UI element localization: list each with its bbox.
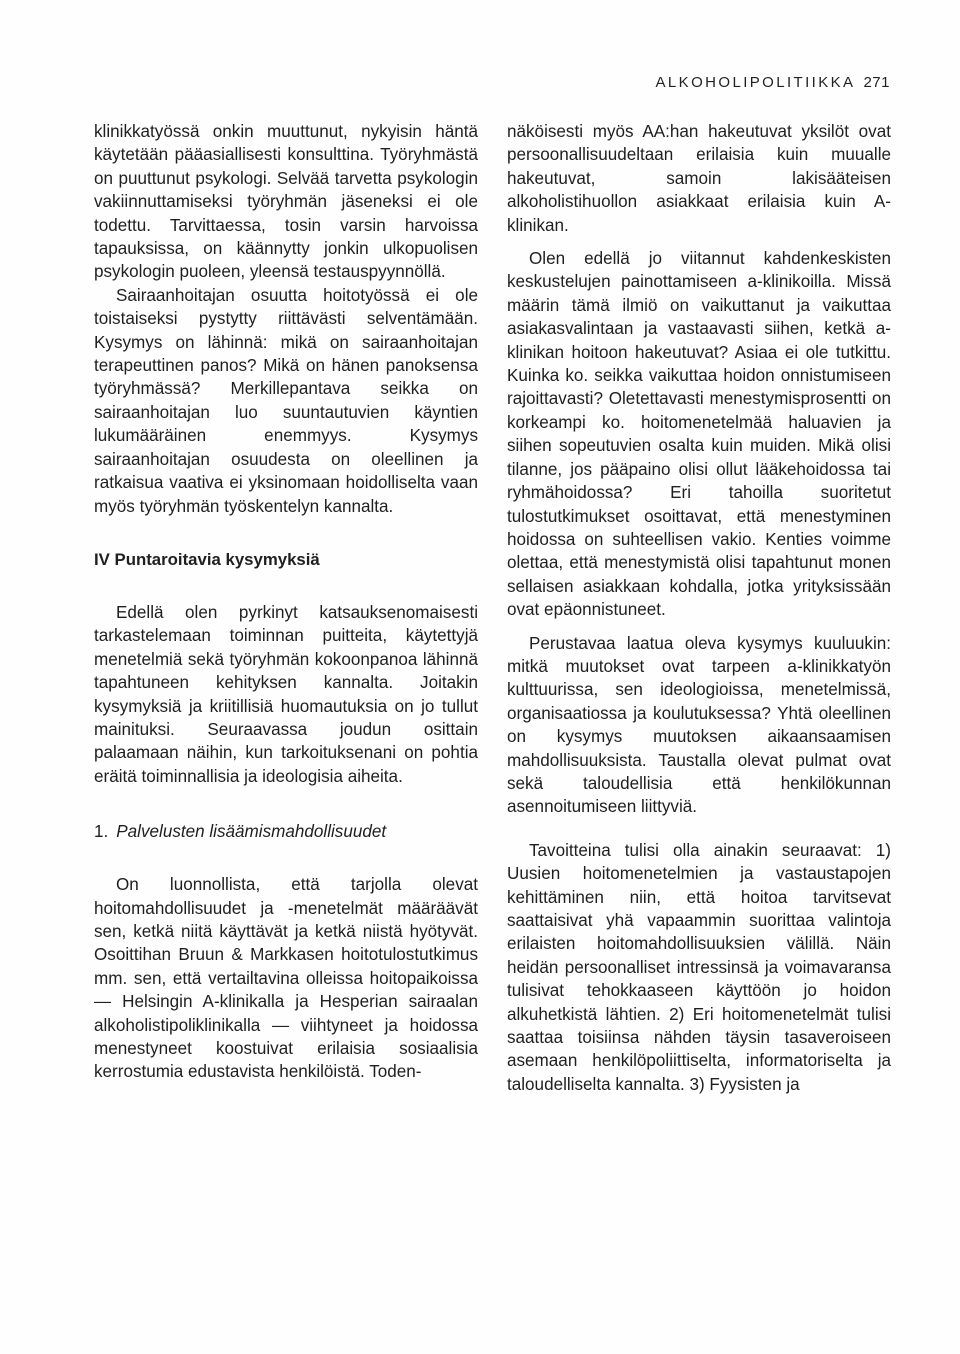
paragraph: Tavoitteina tulisi olla ainakin seuraavat: 1) Uusien hoitomenetelmien ja vastaustapojen kehittäminen niin, että hoitoa tarvitsevat saattaisivat yhä vapaammin suorittaa valintoja erilaisten hoitomahdollisuuksien välillä. Näin heidän persoonalliset intressinsä ja voimavaransa tulisivat tehokkaaseen käyttöön jo hoidon alkuhetkistä lähtien. 2) Eri hoitomenetelmät tulisi saattaa toisiinsa nähden täysin tasaveroiseen asemaan henkilöpoliittiselta, informatoriselta ja taloudelliselta kannalta. 3) Fyysisten ja [507,840,891,1094]
section-heading: IV Puntaroitavia kysymyksiä [94,549,320,569]
paragraph: On luonnollista, että tarjolla olevat hoitomahdollisuudet ja -menetelmät määräävät sen, ketkä niitä käyttävät ja ketkä niistä hyötyvät. Osoittihan Bruun & Markkasen hoitotulostutkimus mm. sen, että vertailtavina olleissa hoitopaikoissa — Helsingin A-klinikalla ja Hesperian sairaalan alkoholistipoliklinikalla — viihtyneet ja hoidossa menestyneet koostuivat erilaisia sosiaalisia kerrostumia edustavista henkilöistä. Toden- [94,875,478,1082]
subsection-number: 1. [94,822,109,842]
right-column [507,120,891,1096]
running-head [570,74,890,91]
subsection-title: Palvelusten lisäämismahdollisuudet [116,822,387,842]
paragraph: Perustavaa laatua oleva kysymys kuuluukin: mitkä muutokset ovat tarpeen a-klinikkatyön kulttuurissa, sen ideologioissa, menetelmissä, organisaatiossa ja koulutuksessa? Yhtä oleellinen on kysymys muutoksen aikaansaamisen mahdollisuuksista. Taustalla olevat pulmat ovat sekä taloudellisia että henkilökunnan asennoitumiseen liittyviä. [507,633,891,817]
paragraph: näköisesti myös AA:han hakeutuvat yksilöt ovat persoonallisuudeltaan erilaisia kuin muualle hakeutuvat, samoin lakisääteisen alkoholistihuollon asiakkaat erilaisia kuin A-klinikan. [507,122,891,235]
paragraph: Edellä olen pyrkinyt katsauksenomaisesti tarkastelemaan toiminnan puitteita, käytettyjä menetelmiä sekä työryhmän kokoonpanoa lähinnä tapahtuneen kehityksen kannalta. Joitakin kysymyksiä ja kriitillisiä huomautuksia on jo tullut mainituksi. Seuraavassa joudun osittain palaamaan näihin, kun tarkoituksenani on pohtia eräitä toiminnallisia ja ideologisia aiheita. [94,602,478,786]
paragraph: Olen edellä jo viitannut kahdenkeskisten keskustelujen painottamiseen a-klinikoilla. Missä määrin tämä ilmiö on vaikuttanut ja vaikuttaa asiakasvalintaan ja vastaavasti siihen, ketkä a-klinikan hoitoon hakeutuvat? Asiaa ei ole tutkittu. Kuinka ko. seikka vaikuttaa hoidon onnistumiseen rajoittavasti? Oletettavasti menestymisprosentti on korkeampi ko. hoitomenetelmää haluavien ja siihen sopeutuvien osalta kuin muiden. Mikä olisi tilanne, jos pääpaino olisi ollut lääkehoidossa tai ryhmähoidossa? Eri tahoilla suoritetut tulostutkimukset osoittavat, että menestyminen hoidossa on suhteellisen vakio. Kenties voimme olettaa, että menestymistä olisi tapahtunut monen sellaisen asiakkaan kohdalla, jotka yrityksissään ovat epäonnistuneet. [507,249,891,620]
paragraph: klinikkatyössä onkin muuttunut, nykyisin häntä käytetään pääasiallisesti konsulttina. Työryhmästä on puuttunut psykologi. Selvää tarvetta psykologin vakiinnuttamiseksi työryhmän jäseneksi ei ole todettu. Tarvittaessa, tosin varsin harvoissa tapauksissa, on käännytty jonkin ulkopuolisen psykologin puoleen, yleensä testauspyynnöllä. [94,122,478,282]
left-column [94,120,478,1084]
running-head-title: ALKOHOLIPOLITIIKKA [655,74,856,91]
page-number: 271 [863,74,890,91]
paragraph: Sairaanhoitajan osuutta hoitotyössä ei ole toistaiseksi pystytty riittävästi selventämään. Kysymys on lähinnä: mikä on sairaanhoitajan terapeuttinen panos? Mikä on hänen panoksensa työryhmässä? Merkillepantava seikka on sairaanhoitajan luo suuntautuvien käyntien lukumääräinen enemmyys. Kysymys sairaanhoitajan osuudesta on oleellinen ja ratkaisua vaativa ei yksinomaan hoidolliselta vaan myös työryhmän työskentelyn kannalta. [94,285,478,516]
subsection-heading [94,820,478,843]
